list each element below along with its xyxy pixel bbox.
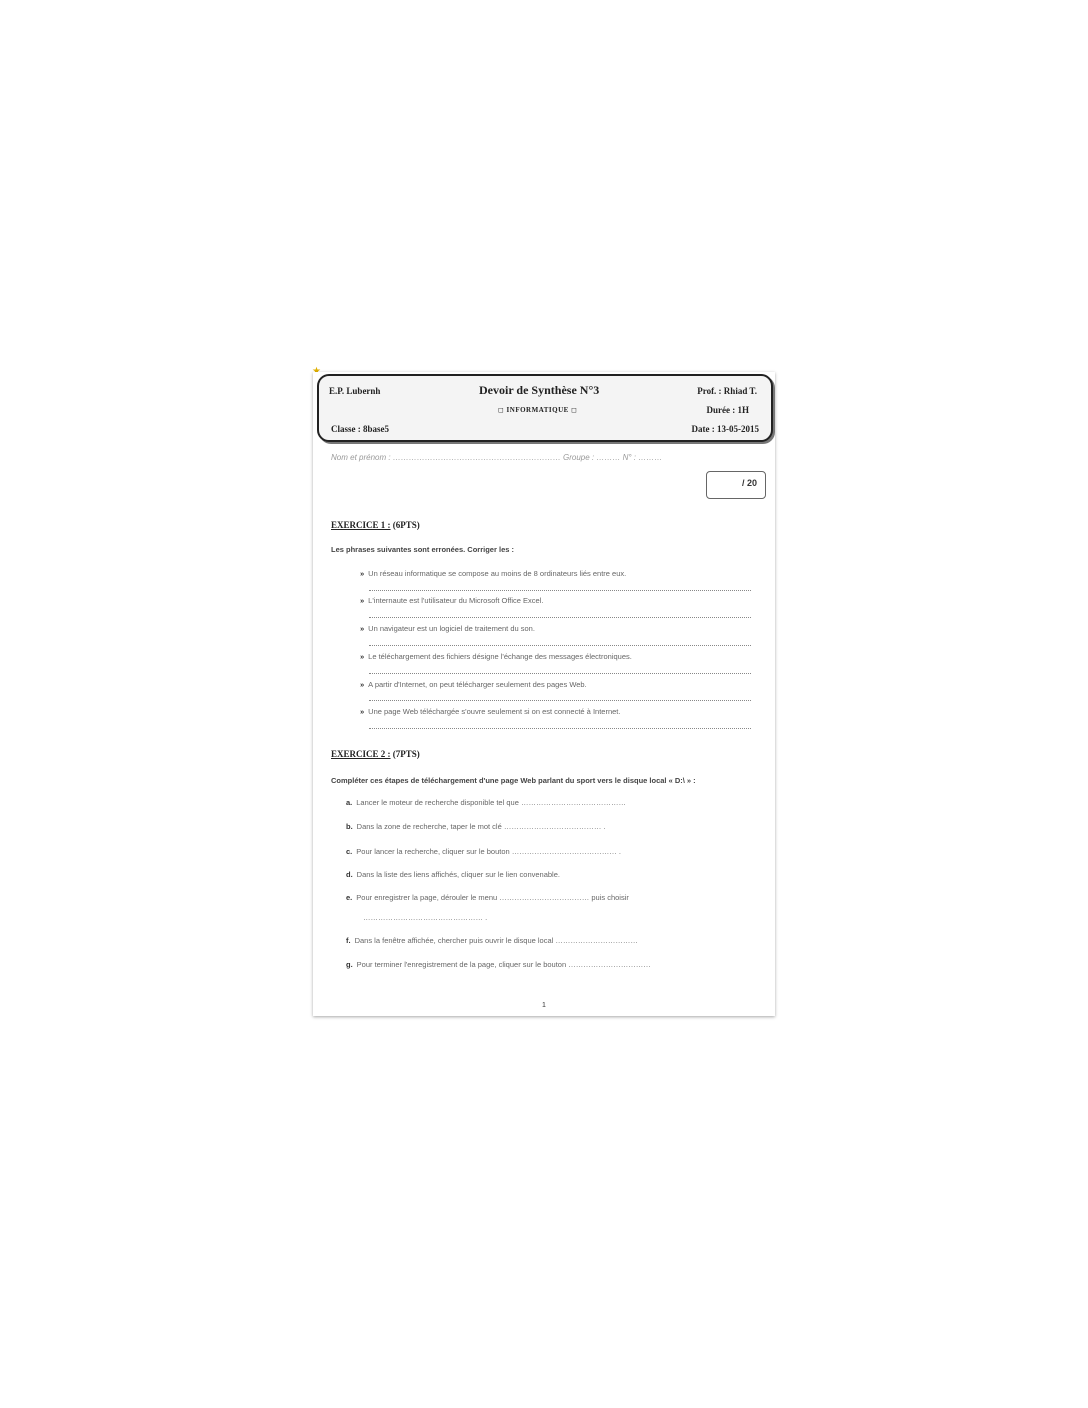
exercise2-label: EXERCICE 2 : [331, 749, 391, 759]
answer-line[interactable] [369, 728, 751, 729]
list-item: c. Pour lancer la recherche, cliquer sur le bouton …………………………………… . [346, 847, 621, 856]
exercise2-points: (7PTS) [392, 749, 420, 759]
list-item: g. Pour terminer l'enregistrement de la page, cliquer sur le bouton …………………………… [346, 960, 651, 969]
exercise2-instruction: Compléter ces étapes de téléchargement d'une page Web parlant du sport vers le disque local « D:\ » : [331, 776, 696, 785]
list-item: » Une page Web téléchargée s'ouvre seulement si on est connecté à Internet. [360, 707, 621, 716]
student-name-line[interactable]: Nom et prénom : ……………………………………………………… Groupe : ……… N° : ……… [331, 453, 663, 462]
list-item: e. Pour enregistrer la page, dérouler le menu ……………………………… puis choisir [346, 893, 629, 902]
answer-line[interactable] [369, 617, 751, 618]
exercise2-title [331, 749, 420, 759]
list-item: b. Dans la zone de recherche, taper le mot clé ………………………………… . [346, 822, 606, 831]
list-item: » Le téléchargement des fichiers désigne l'échange des messages électroniques. [360, 652, 632, 661]
page-number: 1 [542, 1002, 546, 1009]
duration-label: Durée : 1H [706, 405, 749, 415]
list-item: a. Lancer le moteur de recherche disponible tel que …………………………………… [346, 798, 626, 807]
list-item: » A partir d'Internet, on peut télécharger seulement des pages Web. [360, 680, 587, 689]
class-label: Classe : 8base5 [331, 424, 389, 434]
answer-line[interactable] [369, 590, 751, 591]
school-name: E.P. Lubernh [329, 386, 381, 396]
list-item: f. Dans la fenêtre affichée, chercher puis ouvrir le disque local …………………………… [346, 936, 638, 945]
header-box [317, 374, 773, 442]
teacher-name: Prof. : Rhiad T. [697, 386, 757, 396]
exercise1-points: (6PTS) [392, 520, 420, 530]
exercise1-label: EXERCICE 1 : [331, 520, 391, 530]
answer-line[interactable] [369, 645, 751, 646]
exercise1-title [331, 520, 420, 530]
list-item: d. Dans la liste des liens affichés, cliquer sur le lien convenable. [346, 870, 560, 879]
score-label: / 20 [741, 478, 757, 488]
exercise1-instruction: Les phrases suivantes sont erronées. Corriger les : [331, 545, 514, 554]
exam-title: Devoir de Synthèse N°3 [479, 383, 600, 397]
answer-line[interactable] [369, 700, 751, 701]
list-item: » Un navigateur est un logiciel de traitement du son. [360, 624, 535, 633]
list-item: » L'internaute est l'utilisateur du Microsoft Office Excel. [360, 596, 544, 605]
exam-page [313, 372, 775, 1016]
score-box [706, 471, 766, 499]
list-item: » Un réseau informatique se compose au moins de 8 ordinateurs liés entre eux. [360, 569, 627, 578]
answer-line[interactable] [369, 673, 751, 674]
subject-label: ◻ INFORMATIQUE ◻ [498, 406, 578, 414]
list-item: ………………………………………… . [363, 913, 488, 922]
date-label: Date : 13-05-2015 [691, 424, 759, 434]
